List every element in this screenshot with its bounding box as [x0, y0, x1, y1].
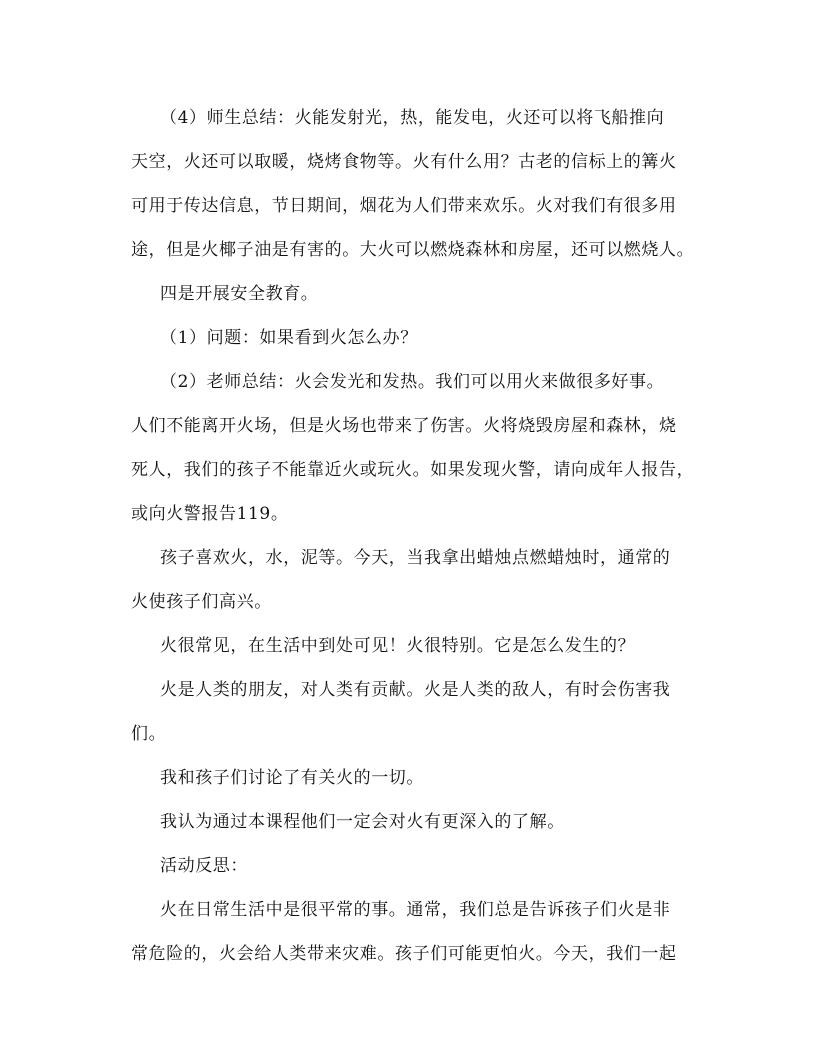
text-line: 可用于传达信息，节日期间，烟花为人们带来欢乐。火对我们有很多用: [131, 196, 677, 216]
text-line: 人们不能离开火场，但是火场也带来了伤害。火将烧毁房屋和森林，烧: [131, 416, 677, 436]
text-line: 天空，火还可以取暖，烧烤食物等。火有什么用？古老的信标上的篝火: [131, 152, 677, 172]
text-line: 或向火警报告119。: [131, 504, 289, 524]
text-line: 火很常见，在生活中到处可见！火很特别。它是怎么发生的？: [160, 636, 636, 656]
text-line: 死人，我们的孩子不能靠近火或玩火。如果发现火警，请向成年人报告，: [131, 460, 695, 480]
text-line: （1）问题：如果看到火怎么办？: [160, 328, 418, 348]
text-line: 常危险的，火会给人类带来灾难。孩子们可能更怕火。今天，我们一起: [131, 944, 677, 964]
text-line: （4）师生总结：火能发射光，热，能发电，火还可以将飞船推向: [160, 108, 665, 128]
text-line: 我认为通过本课程他们一定会对火有更深入的了解。: [160, 812, 565, 832]
text-line: 火是人类的朋友，对人类有贡献。火是人类的敌人，有时会伤害我: [160, 680, 671, 700]
text-line: 活动反思：: [160, 856, 248, 876]
text-line: （2）老师总结：火会发光和发热。我们可以用火来做很多好事。: [160, 372, 665, 392]
text-line: 火使孩子们高兴。: [131, 592, 272, 612]
text-line: 途，但是火椰子油是有害的。大火可以燃烧森林和房屋，还可以燃烧人。: [131, 240, 695, 260]
text-line: 们。: [131, 724, 167, 744]
text-line: 孩子喜欢火，水，泥等。今天，当我拿出蜡烛点燃蜡烛时，通常的: [160, 548, 671, 568]
text-line: 四是开展安全教育。: [160, 284, 319, 304]
text-line: 火在日常生活中是很平常的事。通常，我们总是告诉孩子们火是非: [160, 900, 671, 920]
text-line: 我和孩子们讨论了有关火的一切。: [160, 768, 424, 788]
